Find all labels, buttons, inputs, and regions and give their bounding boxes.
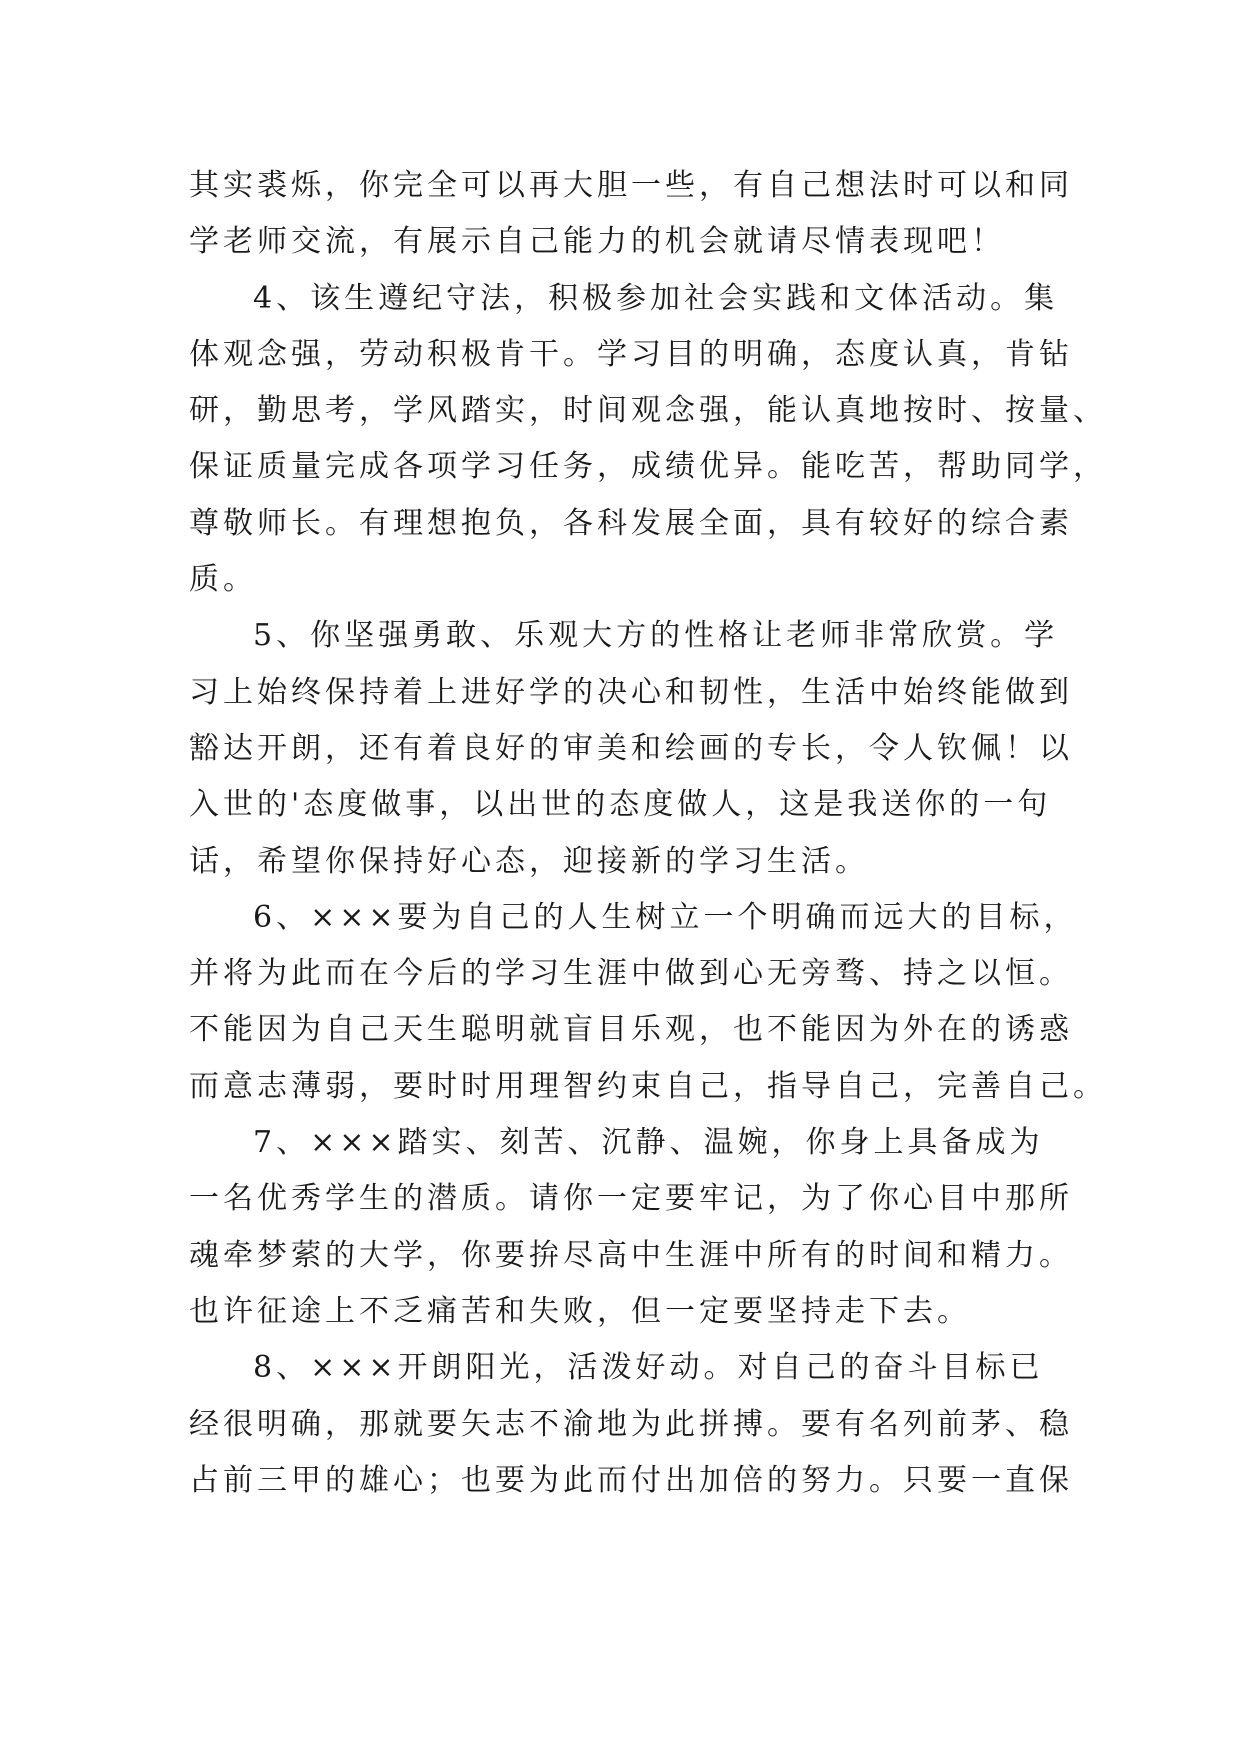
paragraph-start-line: 4、该生遵纪守法，积极参加社会实践和文体活动。集: [253, 280, 1059, 316]
paragraph-start-line: 6、×××要为自己的人生树立一个明确而远大的目标，: [253, 899, 1078, 935]
text-line: 保证质量完成各项学习任务，成绩优异。能吃苦，帮助同学，: [189, 449, 1107, 485]
text-line: 经很明确，那就要矢志不渝地为此拼搏。要有名列前茅、稳: [189, 1406, 1073, 1442]
text-line: 占前三甲的雄心；也要为此而付出加倍的努力。只要一直保: [189, 1462, 1073, 1498]
text-line: 尊敬师长。有理想抱负，各科发展全面，具有较好的综合素: [189, 505, 1073, 541]
paragraph-start-line: 8、×××开朗阳光，活泼好动。对自己的奋斗目标已: [253, 1350, 1044, 1386]
text-line: 质。: [189, 562, 257, 598]
text-line: 豁达开朗，还有着良好的审美和绘画的专长，令人钦佩！以: [189, 730, 1073, 766]
text-line: 其实裘烁，你完全可以再大胆一些，有自己想法时可以和同: [189, 168, 1073, 203]
text-line: 而意志薄弱，要时时用理智约束自己，指导自己，完善自己。: [189, 1068, 1107, 1104]
document-body: [189, 158, 1107, 1509]
text-line: 学老师交流，有展示自己能力的机会就请尽情表现吧！: [189, 224, 1005, 260]
text-line: 话，希望你保持好心态，迎接新的学习生活。: [189, 843, 869, 879]
text-line: 魂牵梦萦的大学，你要拚尽高中生涯中所有的时间和精力。: [189, 1237, 1073, 1273]
text-line: 不能因为自己天生聪明就盲目乐观，也不能因为外在的诱惑: [189, 1012, 1073, 1048]
text-line: 并将为此而在今后的学习生涯中做到心无旁骛、持之以恒。: [189, 956, 1073, 992]
paragraph-start-line: 5、你坚强勇敢、乐观大方的性格让老师非常欣赏。学: [253, 618, 1059, 654]
text-line: 也许征途上不乏痛苦和失败，但一定要坚持走下去。: [189, 1293, 971, 1329]
text-line: 体观念强，劳动积极肯干。学习目的明确，态度认真，肯钻: [189, 336, 1073, 372]
text-line: 一名优秀学生的潜质。请你一定要牢记，为了你心目中那所: [189, 1181, 1073, 1217]
text-line: 研，勤思考，学风踏实，时间观念强，能认真地按时、按量、: [189, 393, 1107, 429]
text-line: 习上始终保持着上进好学的决心和韧性，生活中始终能做到: [189, 674, 1073, 710]
text-line: 入世的'态度做事，以出世的态度做人，这是我送你的一句: [189, 787, 1052, 823]
paragraph-start-line: 7、×××踏实、刻苦、沉静、温婉，你身上具备成为: [253, 1125, 1044, 1161]
